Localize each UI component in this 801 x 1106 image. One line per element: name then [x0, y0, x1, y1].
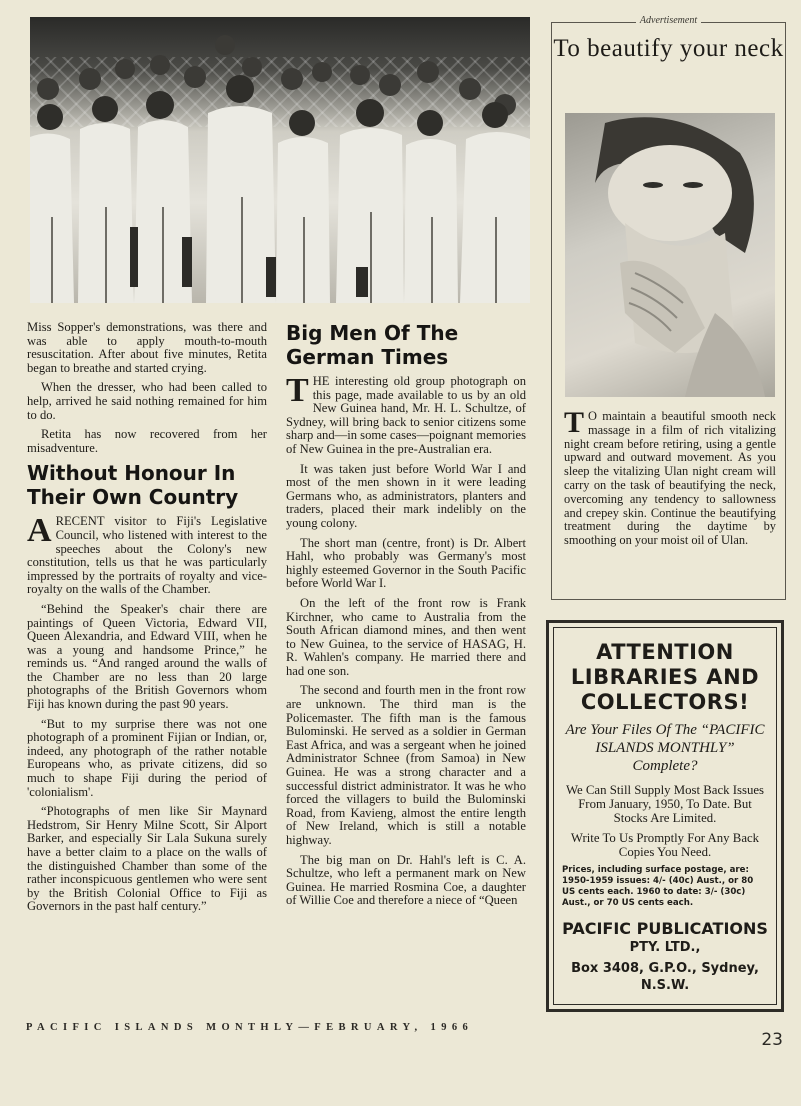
ad-headline: ATTENTION LIBRARIES AND COLLECTORS! [570, 640, 760, 714]
drop-cap: T [564, 406, 585, 439]
paragraph: The big man on Dr. Hahl's left is C. A. Schultze, who left a permanent mark on New Guinea. He married Rosmina Coe, a daughter of Willie Coe and therefore a niece of “Queen [286, 852, 526, 908]
ad-body-text: O maintain a beautiful smooth neck massage in a film of rich vitalizing night cream before retiring, using a gentle upward and outward movement. As you sleep the vitalizing Ulan night cream will carry on the task of beautifying the neck, overcoming any tendency to sallowness and crepey skin. Continue the beautifying treatment during the daytime by smoothing on your moist oil of Ulan. [564, 409, 776, 548]
ad-publisher-suffix: PTY. LTD., [629, 940, 701, 955]
drop-cap: T [286, 372, 309, 409]
paragraph: Miss Sopper's demonstrations, was there and was able to apply mouth-to-mouth resuscitation. After about five minutes, Retita began to breathe and started crying. [27, 320, 267, 375]
paragraph: When the dresser, who had been called to help, arrived he said nothing remained for him to do. [27, 380, 267, 422]
drop-cap: A [27, 512, 52, 550]
ad-address: Box 3408, G.P.O., Sydney, N.S.W. [571, 961, 759, 993]
ad-body [564, 406, 776, 548]
article-heading-german: Big Men Of The German Times [286, 321, 459, 369]
lead-paragraph [286, 372, 526, 457]
middle-column [286, 321, 526, 914]
ad-headline: To beautify your neck [553, 35, 784, 62]
woman-neck-photo [565, 113, 775, 397]
ad-question: Are Your Files Of The “PACIFIC ISLANDS MONTHLY” Complete? [565, 722, 765, 774]
group-photograph [30, 17, 530, 303]
paragraph: It was taken just before World War I and most of the men shown in it were leading Germans who, as administrators, planters and traders, placed their mark indelibly on the young colony. [286, 461, 526, 530]
paragraph: “But to my surprise there was not one photograph of a prominent Fijian or Indian, or, indeed, any photograph of the rather notable Europeans who, as private citizens, did so much to shape Fiji during the period of 'colonialism'. [27, 716, 267, 799]
article-heading-fiji: Without Honour In Their Own Country [27, 461, 239, 510]
ad-write-text: Write To Us Promptly For Any Back Copies You Need. [570, 831, 760, 859]
left-column [27, 321, 267, 920]
advertisement-tag: Advertisement [552, 15, 785, 26]
lead-paragraph [27, 512, 267, 597]
lead-text: HE interesting old group photograph on this page, made available to us by an old New Guinea hand, Mr. H. L. Schultze, of Sydney, will bring back to senior citizens some sharp and—in some cases—poignant memories of New Guinea in the pre-Australian era. [286, 374, 526, 456]
lead-text: RECENT visitor to Fiji's Legislative Council, who listened with interest to the speeches about the Colony's new constitution, tells us that he was particularly impressed by the portraits of royalty and vice-royalty on the walls of the Chamber. [27, 514, 267, 597]
ad-supply-text: We Can Still Supply Most Back Issues From January, 1950, To Date. But Stocks Are Limited. [565, 783, 765, 825]
paragraph: On the left of the front row is Frank Kirchner, who came to Australia from the South African diamond mines, and then went to New Guinea, to the service of HASAG, H. R. Wahlen's company. He married there and had one son. [286, 595, 526, 678]
running-footer: PACIFIC ISLANDS MONTHLY—FEBRUARY, 1966 [26, 1022, 474, 1033]
ad-prices-text: Prices, including surface postage, are: 1950-1959 issues: 4/- (40c) Aust., or 80 US cents each. 1960 to date: 3/- (30c) Aust., or 70 US cents each. [562, 865, 754, 908]
paragraph: The second and fourth men in the front row are unknown. The third man is the Policemaster. The fifth man is the famous Bulominski. He served as a soldier in German East Africa, and was a sergeant when he joined Administrator Schnee (from Samoa) in New Guinea. He was a strong character and a successful district administrator. It was he who forced the villagers to build the Bulominski Road, from Kavieng, almost the entire length of New Ireland, which is still a notable highway. [286, 683, 526, 847]
paragraph: “Behind the Speaker's chair there are paintings of Queen Victoria, Edward VII, Queen Alexandria, and Edward VIII, when he was a young and handsome Prince,” he reminds us. “And ranged around the walls of the Chamber are no less than 20 large photographs of the British Governors whom Fiji has known during the past 90 years. [27, 601, 267, 712]
paragraph: The short man (centre, front) is Dr. Albert Hahl, who probably was Germany's most highly esteemed Governor in the South Pacific before World War I. [286, 535, 526, 591]
advertisement-back-issues [546, 620, 784, 1012]
paragraph: “Photographs of men like Sir Maynard Hedstrom, Sir Henry Milne Scott, Sir Alport Barker, and especially Sir Lala Sukuna surely have a better claim to a place on the walls of the distinguished Chamber than some of the rather inconspicuous gentlemen who were sent by the British Colonial Office to Fiji as Governors in the past half century.” [27, 804, 267, 914]
paragraph: Retita has now recovered from her misadventure. [27, 427, 267, 455]
page-number: 23 [761, 1030, 783, 1050]
advertisement-neck-cream [551, 15, 786, 600]
ad-publisher: PACIFIC PUBLICATIONS [562, 919, 768, 938]
